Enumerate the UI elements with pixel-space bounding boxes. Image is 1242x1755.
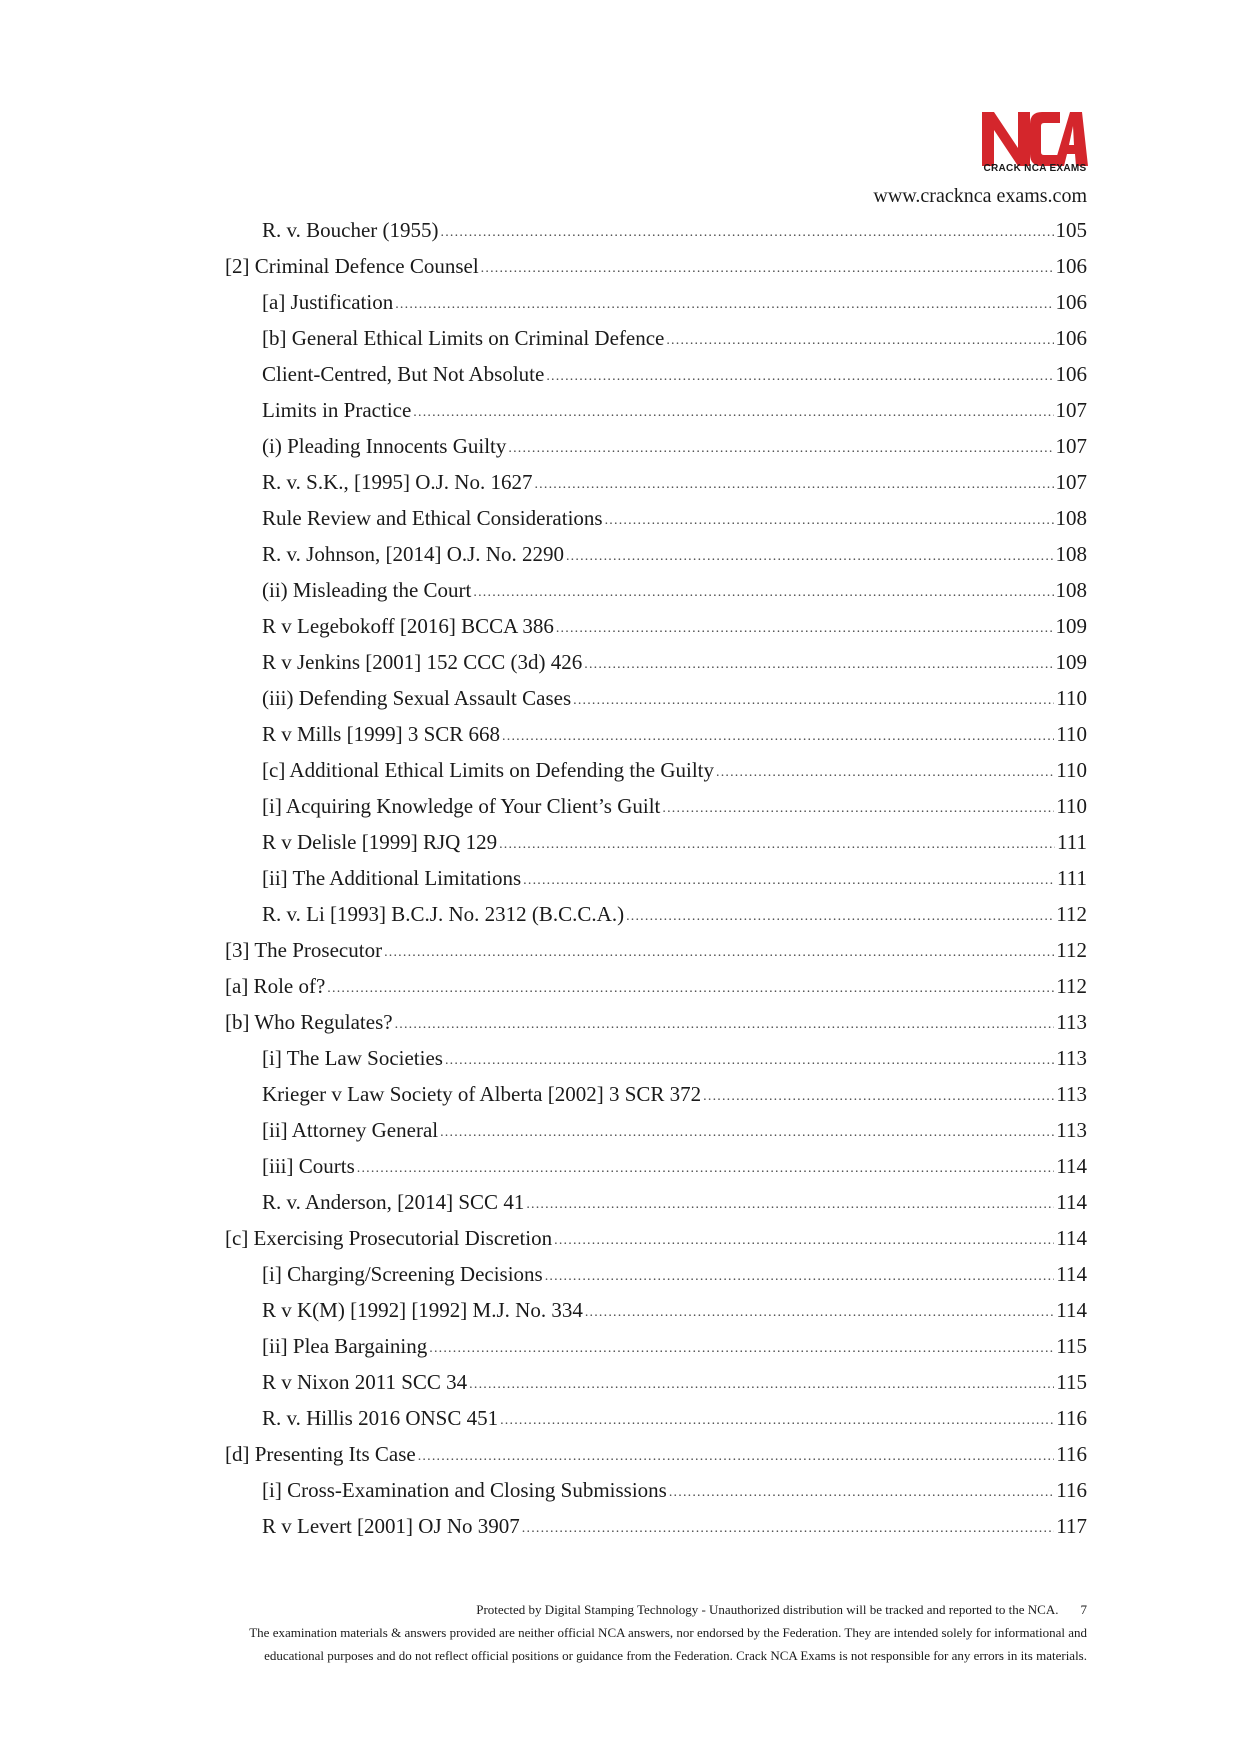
toc-dot-leader	[469, 1363, 1054, 1403]
toc-dot-leader	[626, 895, 1054, 935]
toc-dot-leader	[327, 967, 1054, 1007]
toc-entry[interactable]	[225, 860, 1087, 896]
toc-entry[interactable]	[225, 248, 1087, 284]
toc-entry-page: 107	[1055, 398, 1087, 422]
toc-entry-page: 107	[1055, 470, 1087, 494]
toc-entry-page: 112	[1056, 938, 1087, 962]
toc-dot-leader	[716, 751, 1054, 791]
toc-entry-title: R. v. S.K., [1995] O.J. No. 1627	[262, 470, 533, 494]
toc-dot-leader	[384, 931, 1054, 971]
toc-entry-title: R v Legebokoff [2016] BCCA 386	[262, 614, 554, 638]
toc-entry-title: [a] Justification	[262, 290, 394, 314]
toc-entry[interactable]	[225, 284, 1087, 320]
toc-dot-leader	[418, 1435, 1055, 1475]
toc-dot-leader	[669, 1471, 1054, 1511]
toc-entry[interactable]	[225, 356, 1087, 392]
toc-dot-leader	[662, 787, 1054, 827]
toc-entry-page: 109	[1055, 650, 1087, 674]
toc-entry-title: R. v. Johnson, [2014] O.J. No. 2290	[262, 542, 564, 566]
toc-dot-leader	[585, 1291, 1054, 1331]
toc-dot-leader	[703, 1075, 1054, 1115]
toc-entry-title: R. v. Boucher (1955)	[262, 218, 439, 242]
toc-entry-title: Client-Centred, But Not Absolute	[262, 362, 545, 386]
page-number: 7	[1080, 1602, 1087, 1617]
disclaimer-line-1: The examination materials & answers provided are neither official NCA answers, nor endorsed by the Federation. They are intended solely for informational and	[249, 1625, 1087, 1640]
toc-entry[interactable]	[225, 320, 1087, 356]
toc-entry-title: Limits in Practice	[262, 398, 412, 422]
toc-entry-title: [ii] The Additional Limitations	[262, 866, 522, 890]
toc-entry[interactable]	[225, 1508, 1087, 1544]
toc-entry-title: [i] Charging/Screening Decisions	[262, 1262, 543, 1286]
toc-entry-title: (ii) Misleading the Court	[262, 578, 472, 602]
protection-notice: Protected by Digital Stamping Technology - Unauthorized distribution will be tracked and reported to the NCA.	[476, 1602, 1059, 1617]
toc-entry[interactable]	[225, 392, 1087, 428]
toc-dot-leader	[546, 355, 1053, 395]
toc-entry-title: R. v. Anderson, [2014] SCC 41	[262, 1190, 525, 1214]
toc-entry[interactable]	[225, 1220, 1087, 1256]
toc-entry[interactable]	[225, 716, 1087, 752]
toc-entry-title: (i) Pleading Innocents Guilty	[262, 434, 507, 458]
toc-entry-page: 112	[1056, 974, 1087, 998]
toc-entry-page: 115	[1056, 1370, 1087, 1394]
toc-entry[interactable]	[225, 968, 1087, 1004]
toc-entry[interactable]	[225, 1184, 1087, 1220]
toc-entry[interactable]	[225, 212, 1087, 248]
toc-entry-page: 105	[1055, 218, 1087, 242]
toc-entry-title: R v Mills [1999] 3 SCR 668	[262, 722, 501, 746]
toc-entry-page: 108	[1055, 578, 1087, 602]
toc-entry[interactable]	[225, 1400, 1087, 1436]
footer-protection-line	[100, 1602, 1087, 1618]
toc-dot-leader	[502, 715, 1054, 755]
toc-entry-title: R. v. Li [1993] B.C.J. No. 2312 (B.C.C.A.)	[262, 902, 625, 926]
toc-entry-title: [d] Presenting Its Case	[225, 1442, 416, 1466]
toc-entry-title: R v Jenkins [2001] 152 CCC (3d) 426	[262, 650, 583, 674]
toc-dot-leader	[413, 391, 1053, 431]
toc-entry-title: [3] The Prosecutor	[225, 938, 383, 962]
toc-entry-page: 117	[1056, 1514, 1087, 1538]
toc-entry-page: 107	[1055, 434, 1087, 458]
toc-entry[interactable]	[225, 1364, 1087, 1400]
toc-entry-page: 114	[1056, 1226, 1087, 1250]
logo-caption: CRACK NCA EXAMS	[983, 163, 1087, 174]
toc-dot-leader	[445, 1039, 1054, 1079]
toc-entry[interactable]	[225, 1436, 1087, 1472]
toc-entry-page: 106	[1055, 254, 1087, 278]
toc-entry-page: 112	[1056, 902, 1087, 926]
toc-entry-title: R v Levert [2001] OJ No 3907	[262, 1514, 520, 1538]
toc-dot-leader	[545, 1255, 1055, 1295]
toc-dot-leader	[666, 319, 1053, 359]
toc-entry-page: 110	[1056, 722, 1087, 746]
toc-dot-leader	[584, 643, 1053, 683]
toc-dot-leader	[605, 499, 1054, 539]
toc-dot-leader	[500, 1399, 1054, 1439]
toc-entry-title: [ii] Attorney General	[262, 1118, 439, 1142]
website-url[interactable]: www.cracknca exams.com	[873, 185, 1087, 207]
table-of-contents	[225, 212, 1087, 1544]
toc-entry[interactable]	[225, 1004, 1087, 1040]
toc-entry-page: 106	[1055, 362, 1087, 386]
disclaimer-line-2: educational purposes and do not reflect official positions or guidance from the Federation. Crack NCA Exams is not responsible for any errors in its materials.	[264, 1648, 1087, 1663]
toc-entry[interactable]	[225, 788, 1087, 824]
toc-entry-page: 109	[1055, 614, 1087, 638]
toc-entry-title: R v K(M) [1992] [1992] M.J. No. 334	[262, 1298, 583, 1322]
toc-entry-page: 114	[1056, 1190, 1087, 1214]
toc-entry[interactable]	[225, 1040, 1087, 1076]
toc-entry-page: 106	[1055, 290, 1087, 314]
toc-dot-leader	[499, 823, 1055, 863]
toc-entry[interactable]	[225, 428, 1087, 464]
toc-entry-page: 113	[1056, 1082, 1087, 1106]
toc-dot-leader	[429, 1327, 1054, 1367]
toc-entry-title: [2] Criminal Defence Counsel	[225, 254, 479, 278]
toc-dot-leader	[395, 1003, 1055, 1043]
toc-entry-page: 106	[1055, 326, 1087, 350]
toc-entry-page: 108	[1055, 542, 1087, 566]
toc-entry-title: Rule Review and Ethical Considerations	[262, 506, 603, 530]
toc-entry[interactable]	[225, 572, 1087, 608]
toc-entry-title: [a] Role of?	[225, 974, 326, 998]
toc-entry[interactable]	[225, 464, 1087, 500]
toc-entry[interactable]	[225, 1472, 1087, 1508]
toc-entry[interactable]	[225, 680, 1087, 716]
toc-entry-title: [c] Exercising Prosecutorial Discretion	[225, 1226, 553, 1250]
toc-entry-page: 114	[1056, 1262, 1087, 1286]
toc-dot-leader	[441, 211, 1054, 251]
toc-entry[interactable]	[225, 1292, 1087, 1328]
toc-entry[interactable]	[225, 1328, 1087, 1364]
toc-entry-title: Krieger v Law Society of Alberta [2002] 3 SCR 372	[262, 1082, 702, 1106]
toc-entry-page: 115	[1056, 1334, 1087, 1358]
toc-entry-title: [i] Acquiring Knowledge of Your Client’s Guilt	[262, 794, 661, 818]
toc-dot-leader	[554, 1219, 1054, 1259]
toc-entry-page: 116	[1056, 1406, 1087, 1430]
toc-entry-title: [i] Cross-Examination and Closing Submissions	[262, 1478, 667, 1502]
toc-entry[interactable]	[225, 536, 1087, 572]
toc-entry-page: 113	[1056, 1118, 1087, 1142]
toc-dot-leader	[522, 1507, 1054, 1547]
nca-logo-mark	[980, 108, 1090, 168]
toc-entry-page: 110	[1056, 686, 1087, 710]
toc-entry[interactable]	[225, 1256, 1087, 1292]
toc-dot-leader	[357, 1147, 1055, 1187]
toc-entry-page: 116	[1056, 1478, 1087, 1502]
toc-entry-title: [ii] Plea Bargaining	[262, 1334, 428, 1358]
toc-dot-leader	[566, 535, 1054, 575]
toc-entry[interactable]	[225, 896, 1087, 932]
toc-entry-page: 110	[1056, 794, 1087, 818]
toc-entry-title: [b] General Ethical Limits on Criminal Defence	[262, 326, 665, 350]
toc-entry-page: 113	[1056, 1046, 1087, 1070]
toc-entry-title: [iii] Courts	[262, 1154, 355, 1178]
toc-dot-leader	[534, 463, 1053, 503]
toc-entry-title: [i] The Law Societies	[262, 1046, 443, 1070]
toc-entry-page: 108	[1055, 506, 1087, 530]
toc-dot-leader	[523, 859, 1055, 899]
toc-entry-title: [c] Additional Ethical Limits on Defending the Guilty	[262, 758, 714, 782]
toc-entry[interactable]	[225, 1112, 1087, 1148]
toc-dot-leader	[473, 571, 1053, 611]
toc-entry[interactable]	[225, 824, 1087, 860]
toc-entry[interactable]	[225, 608, 1087, 644]
toc-entry[interactable]	[225, 500, 1087, 536]
toc-entry-page: 111	[1057, 866, 1087, 890]
toc-entry-page: 116	[1056, 1442, 1087, 1466]
toc-entry-title: (iii) Defending Sexual Assault Cases	[262, 686, 572, 710]
toc-entry-page: 114	[1056, 1154, 1087, 1178]
toc-entry[interactable]	[225, 644, 1087, 680]
toc-entry-page: 110	[1056, 758, 1087, 782]
toc-entry-page: 113	[1056, 1010, 1087, 1034]
toc-entry-title: R v Nixon 2011 SCC 34	[262, 1370, 468, 1394]
toc-entry-title: [b] Who Regulates?	[225, 1010, 393, 1034]
toc-dot-leader	[481, 247, 1054, 287]
toc-entry-page: 111	[1057, 830, 1087, 854]
toc-dot-leader	[508, 427, 1053, 467]
toc-entry[interactable]	[225, 752, 1087, 788]
toc-entry[interactable]	[225, 1076, 1087, 1112]
toc-dot-leader	[556, 607, 1054, 647]
toc-entry-title: R v Delisle [1999] RJQ 129	[262, 830, 498, 854]
toc-dot-leader	[395, 283, 1053, 323]
toc-dot-leader	[573, 679, 1054, 719]
toc-entry[interactable]	[225, 1148, 1087, 1184]
toc-entry-page: 114	[1056, 1298, 1087, 1322]
toc-dot-leader	[440, 1111, 1054, 1151]
toc-entry[interactable]	[225, 932, 1087, 968]
toc-entry-title: R. v. Hillis 2016 ONSC 451	[262, 1406, 499, 1430]
toc-dot-leader	[526, 1183, 1054, 1223]
